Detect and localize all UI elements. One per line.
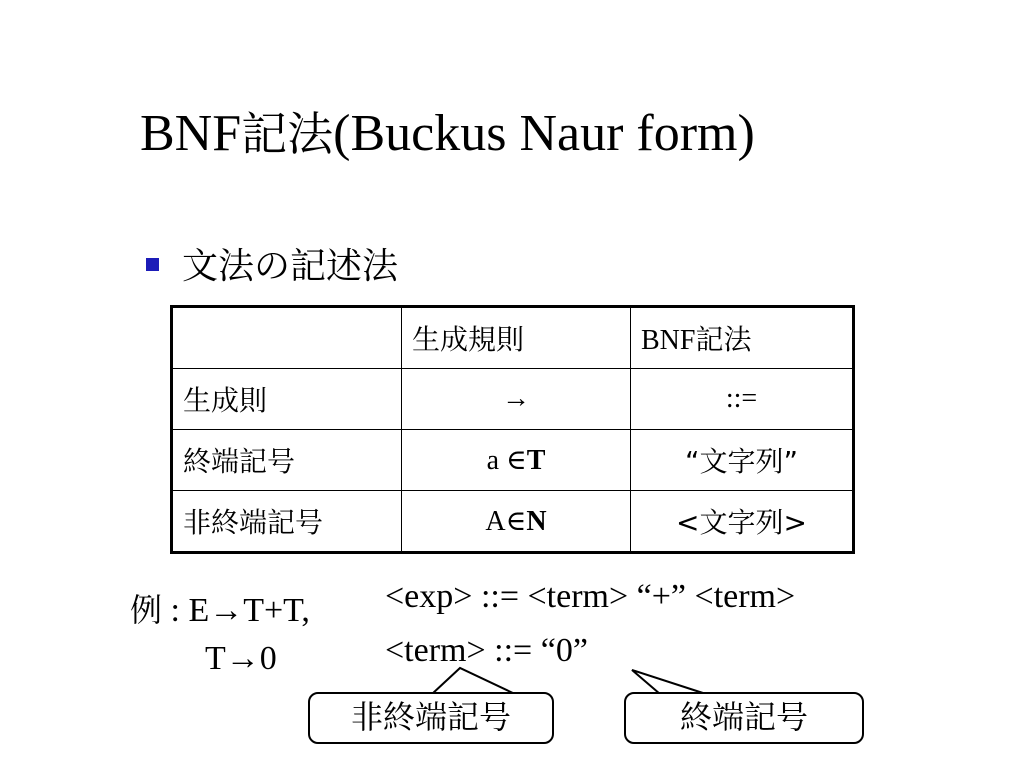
table-cell: 終端記号 (172, 430, 402, 491)
set-symbol-N: N (526, 506, 547, 537)
table-cell: “文字列” (631, 430, 854, 491)
nonterminal-pointer (432, 668, 515, 694)
terminal-callout: 終端記号 (624, 692, 864, 744)
example-bnf-1: <exp> ::= <term> “+” <term> (385, 578, 796, 615)
nonterminal-callout: 非終端記号 (308, 692, 554, 744)
set-member-text: A∈ (485, 506, 527, 537)
table-header-cell: 生成規則 (402, 307, 631, 369)
table-cell: 生成則 (172, 369, 402, 430)
example-rule-2: T→0 (205, 640, 277, 677)
table-cell: ::= (631, 369, 854, 430)
title-jp: 記法 (241, 107, 334, 161)
table-cell: 非終端記号 (172, 491, 402, 553)
set-member-text: a ∈ (486, 445, 527, 476)
example-bnf-2: <term> ::= “0” (385, 632, 588, 669)
table-cell: <文字列> (631, 491, 854, 553)
set-symbol-T: T (526, 445, 546, 476)
title-main: BNF (140, 105, 242, 162)
table-cell: → (402, 369, 631, 430)
bullet-text: 文法の記述法 (182, 246, 399, 287)
example-rule-1-text: : E→T+T, (170, 592, 310, 629)
table-header-bnf-text: BNF記法 (641, 325, 752, 356)
title-paren: (Buckus Naur form) (333, 105, 755, 162)
terminal-pointer (632, 670, 706, 694)
example-label: 例 (130, 591, 163, 629)
